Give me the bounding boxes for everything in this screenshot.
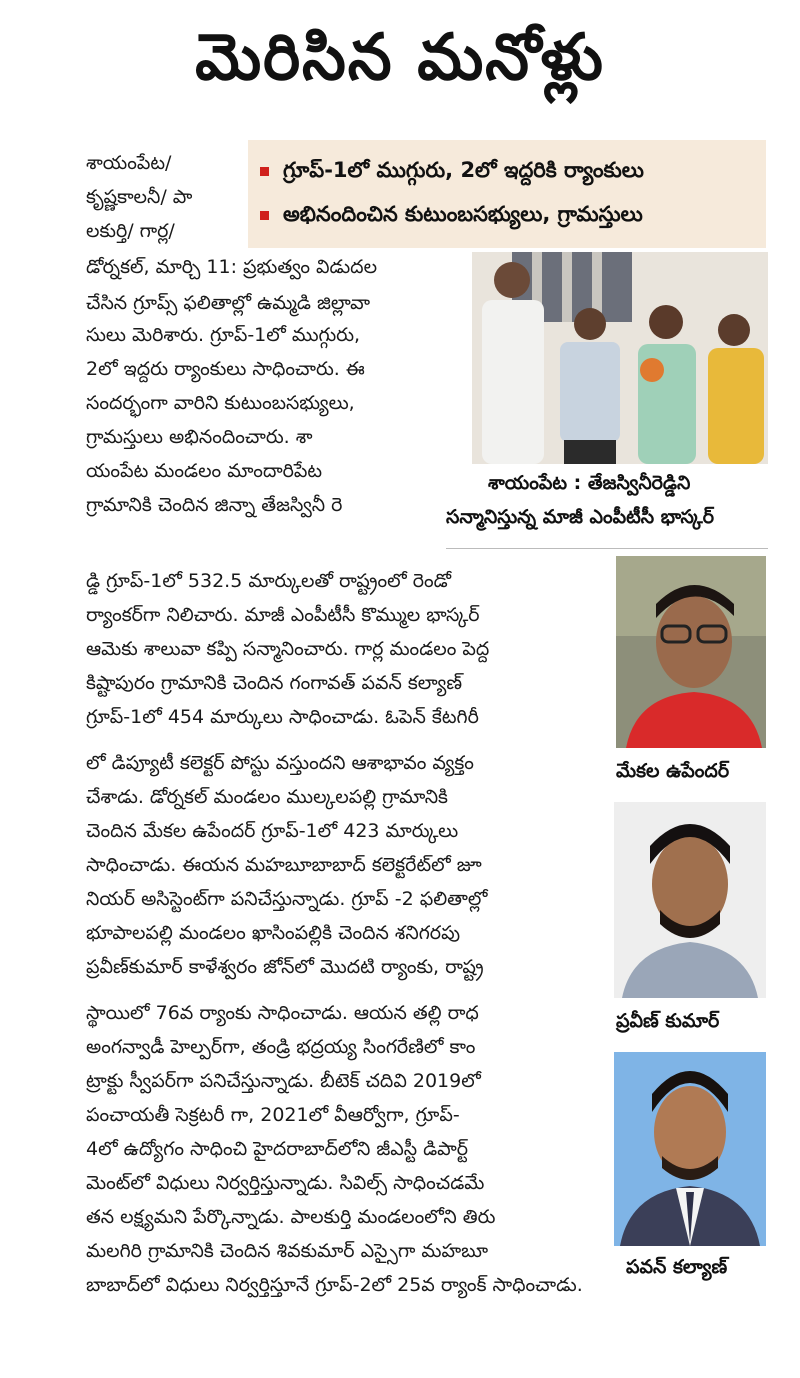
body-line: చెందిన మేకల ఉపేందర్ గ్రూప్-1లో 423 మార్కులు [86,820,459,842]
body-line: గ్రామానికి చెందిన జిన్నా తేజస్వినీ రె [86,494,343,516]
body-line: డ్డి గ్రూప్-1లో 532.5 మార్కులతో రాష్ట్రంలో రెండో [86,570,452,592]
body-line: ట్రాక్టు స్వీపర్‌గా పనిచేస్తున్నాడు. బీటెక్ చదివి 2019లో [86,1070,481,1092]
body-line: అంగన్వాడీ హెల్పర్‌గా, తండ్రి భద్రయ్య సింగరేణిలో కాం [86,1036,476,1058]
body-line: సులు మెరిశారు. గ్రూప్-1లో ముగ్గురు, [86,324,361,346]
body-line: లకుర్తి/ గార్ల/ [86,220,175,242]
praveen-caption: ప్రవీణ్ కుమార్ [616,1010,720,1032]
body-line: శాయంపేట/ [86,152,172,174]
praveen-photo [614,802,766,998]
pavan-photo [614,1052,766,1246]
highlight-item: అభినందించిన కుటుంబసభ్యులు, గ్రామస్తులు [260,202,643,232]
group-photo [472,252,768,464]
body-line: తన లక్ష్యమని పేర్కొన్నాడు. పాలకుర్తి మండలంలోని తిరు [86,1206,496,1228]
body-line: యంపేట మండలం మాందారిపేట [86,460,323,482]
body-line: ర్యాంకర్‌గా నిలిచారు. మాజీ ఎంపీటీసీ కొమ్ముల భాస్కర్ [86,604,480,626]
group-photo-caption-line2: సన్మానిస్తున్న మాజీ ఎంపీటీసీ భాస్కర్ [446,506,715,528]
body-line: కృష్ణకాలనీ/ పా [86,186,193,208]
headline: మెరిసిన మనోళ్లు [195,21,605,95]
body-line: 4లో ఉద్యోగం సాధించి హైదరాబాద్‌లోని జీఎస్టీ డిపార్ట్ [86,1138,469,1160]
body-line: నియర్ అసిస్టెంట్‌గా పనిచేస్తున్నాడు. గ్రూప్ -2 ఫలితాల్లో [86,888,488,910]
highlight-item: గ్రూప్-1లో ముగ్గురు, 2లో ఇద్దరికి ర్యాంకులు [260,158,644,188]
upender-caption: మేకల ఉపేందర్ [616,760,730,782]
bullet-square-icon [260,167,269,176]
body-line: కిష్టాపురం గ్రామానికి చెందిన గంగావత్ పవన్ కల్యాణ్ [86,672,463,694]
body-line: ప్రవీణ్‌కుమార్ కాళేశ్వరం జోన్‌లో మొదటి ర్యాంకు, రాష్ట్ర [86,956,484,978]
bullet-square-icon [260,211,269,220]
body-line: చేశాడు. డోర్నకల్ మండలం ముల్కలపల్లి గ్రామానికి [86,786,448,808]
upender-photo [616,556,766,748]
body-line: స్థాయిలో 76వ ర్యాంకు సాధించాడు. ఆయన తల్లి రాధ [86,1002,479,1024]
body-line: లో డిప్యూటీ కలెక్టర్ పోస్టు వస్తుందని ఆశాభావం వ్యక్తం [86,752,474,774]
body-line: గ్రామస్తులు అభినందించారు. శా [86,426,313,448]
group-photo-caption-line1: శాయంపేట : తేజస్వినీరెడ్డిని [488,472,691,494]
body-line: సందర్భంగా వారిని కుటుంబసభ్యులు, [86,392,355,414]
body-line: చేసిన గ్రూప్స్ ఫలితాల్లో ఉమ్మడి జిల్లావా [86,292,371,314]
body-line: ఆమెకు శాలువా కప్పి సన్మానించారు. గార్ల మండలం పెద్ద [86,638,490,660]
body-line: మెంట్‌లో విధులు నిర్వర్తిస్తున్నాడు. సివిల్స్ సాధించడమే [86,1172,485,1194]
body-line: బాబాద్‌లో విధులు నిర్వర్తిస్తూనే గ్రూప్-2లో 25వ ర్యాంక్ సాధించాడు. [86,1274,583,1296]
highlights-box [248,140,766,248]
body-line: భూపాలపల్లి మండలం ఖాసింపల్లికి చెందిన శనిగరపు [86,922,461,944]
body-line: పంచాయతీ సెక్రటరీ గా, 2021లో వీఆర్వోగా, గ్రూప్- [86,1104,460,1126]
caption-divider [446,548,768,549]
body-line: డోర్నకల్, మార్చి 11: ప్రభుత్వం విడుదల [86,256,378,278]
body-line: మలగిరి గ్రామానికి చెందిన శివకుమార్ ఎస్సైగా మహబూ [86,1240,489,1262]
pavan-caption: పవన్ కల్యాణ్ [626,1256,728,1278]
body-line: గ్రూప్-1లో 454 మార్కులు సాధించాడు. ఓపెన్ కేటగిరీ [86,706,479,728]
body-line: సాధించాడు. ఈయన మహబూబాబాద్ కలెక్టరేట్‌లో జూ [86,854,482,876]
body-line: 2లో ఇద్దరు ర్యాంకులు సాధించారు. ఈ [86,358,365,380]
